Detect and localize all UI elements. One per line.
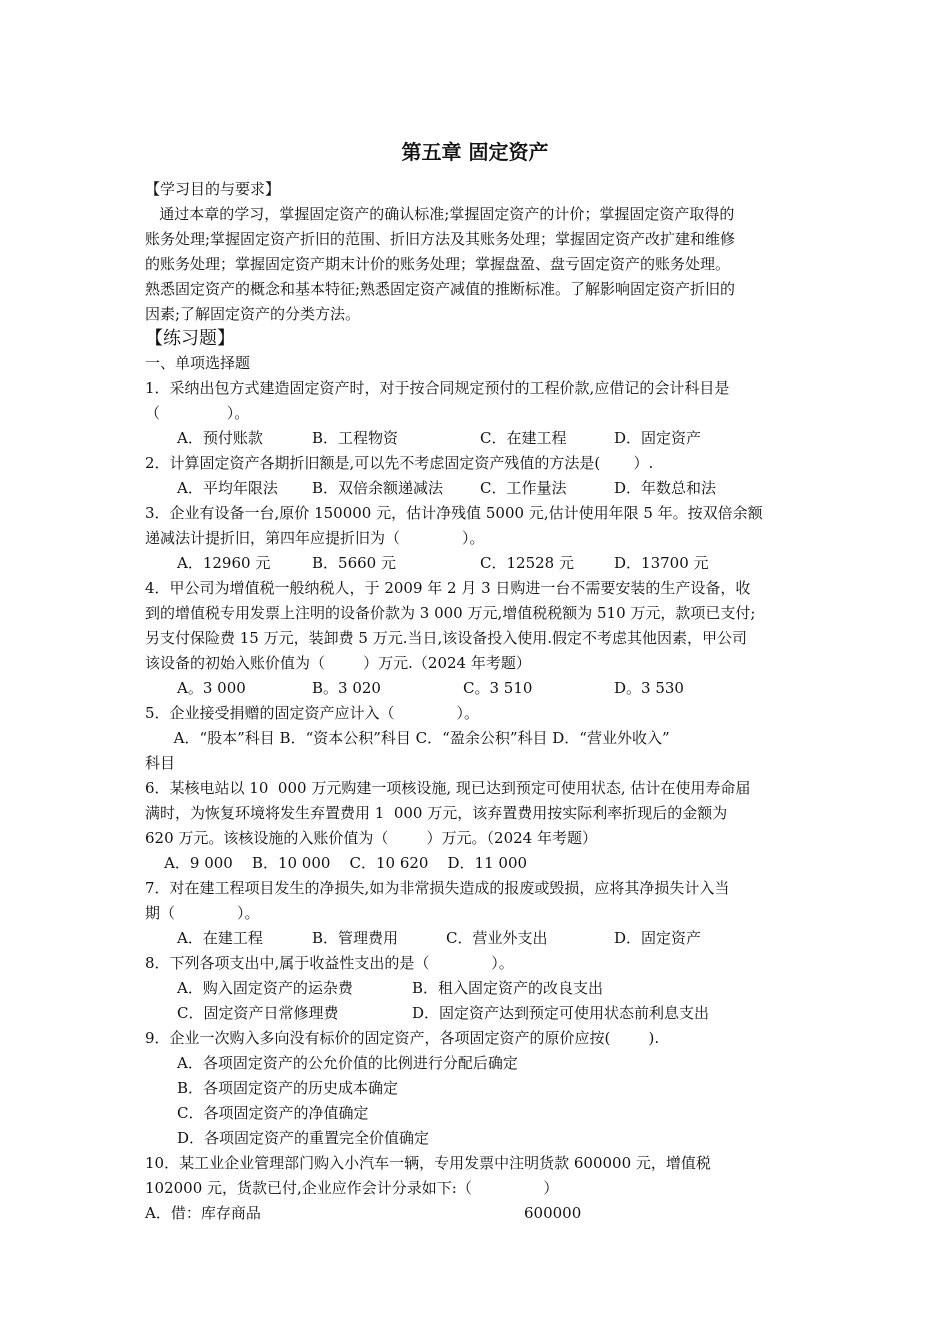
option: C．在建工程 [480,429,567,447]
option: A．购入固定资产的运杂费 [177,979,353,997]
question-line: 1．采纳出包方式建造固定资产时，对于按合同规定预付的工程价款,应借记的会计科目是 [145,379,730,397]
option: A。3 000 [177,679,246,697]
question-line: 8．下列各项支出中,属于收益性支出的是（ ）。 [145,954,514,972]
question-line: 该设备的初始入账价值为（ ）万元.（2024 年考题） [145,654,531,672]
question-line: 递减法计提折旧，第四年应提折旧为（ ）。 [145,529,485,547]
question-line: 到的增值税专用发票上注明的设备价款为 3 000 万元,增值税税额为 510 万元，款项已支付; [145,604,756,622]
option: B。3 020 [312,679,381,697]
question-line: 2．计算固定资产各期折旧额是,可以先不考虑固定资产残值的方法是( ）. [145,454,654,472]
objectives-heading: 【学习目的与要求】 [145,180,281,198]
question-line: 期（ ）。 [145,904,260,922]
option: B．工程物资 [312,429,399,447]
question-line: 102000 元，货款已付,企业应作会计分录如下:（ ） [145,1179,559,1197]
option: C．工作量法 [480,479,567,497]
question-line: 6．某核电站以 10 000 万元购建一项核设施, 现已达到预定可使用状态, 估计在使用寿命届 [145,779,751,797]
question-line: 满时，为恢复环境将发生弃置费用 1 000 万元，该弃置费用按实际利率折现后的金额为 [145,804,728,822]
option: D．年数总和法 [614,479,717,497]
exercises-heading: 【练习题】 [145,328,235,349]
option: D．13700 元 [614,554,709,572]
objectives-line: 通过本章的学习，掌握固定资产的确认标准;掌握固定资产的计价；掌握固定资产取得的 [145,205,735,223]
question-line: 科目 [145,754,176,772]
option: B．管理费用 [312,929,399,947]
option: A．各项固定资产的公允价值的比例进行分配后确定 [177,1054,518,1072]
option: D．各项固定资产的重置完全价值确定 [177,1129,430,1147]
objectives-line: 因素;了解固定资产的分类方法。 [145,305,361,323]
question-line: 另支付保险费 15 万元，装卸费 5 万元.当日,该设备投入使用.假定不考虑其他因素，甲公司 [145,629,748,647]
option: A．在建工程 [177,929,263,947]
option: C．12528 元 [480,554,574,572]
option: A．12960 元 [177,554,271,572]
question-line: A．9 000 B．10 000 C．10 620 D．11 000 [145,854,528,872]
option: D．固定资产达到预定可使用状态前利息支出 [412,1004,710,1022]
option: C。3 510 [463,679,533,697]
journal-entry-label: A．借：库存商品 [145,1204,261,1222]
section-heading: 一、单项选择题 [145,354,251,372]
option: B．双倍余额递减法 [312,479,444,497]
question-line: 4．甲公司为增值税一般纳税人，于 2009 年 2 月 3 日购进一台不需要安装的生产设备，收 [145,579,751,597]
question-line: 3．企业有设备一台,原价 150000 元，估计净残值 5000 元,估计使用年限 5 年。按双倍余额 [145,504,763,522]
option: C．营业外支出 [446,929,548,947]
question-line: 10．某工业企业管理部门购入小汽车一辆，专用发票中注明货款 600000 元，增值税 [145,1154,711,1172]
question-line: 5．企业接受捐赠的固定资产应计入（ ）。 [145,704,480,722]
objectives-line: 的账务处理；掌握固定资产期末计价的账务处理；掌握盘盈、盘亏固定资产的账务处理。 [145,255,731,273]
journal-entry-amount: 600000 [524,1204,582,1222]
question-line: 9．企业一次购入多向没有标价的固定资产，各项固定资产的原价应按( ). [145,1029,660,1047]
objectives-line: 熟悉固定资产的概念和基本特征;熟悉固定资产减值的推断标准。了解影响固定资产折旧的 [145,280,736,298]
option: C．固定资产日常修理费 [177,1004,339,1022]
option: A．预付账款 [177,429,263,447]
question-line: （ ）。 [145,404,250,422]
objectives-line: 账务处理;掌握固定资产折旧的范围、折旧方法及其账务处理；掌握固定资产改扩建和维修 [145,230,736,248]
question-line: 7．对在建工程项目发生的净损失,如为非常损失造成的报废或毁损，应将其净损失计入当 [145,879,730,897]
option: D．固定资产 [614,429,702,447]
option: B．各项固定资产的历史成本确定 [177,1079,399,1097]
option: A．平均年限法 [177,479,278,497]
option: B．5660 元 [312,554,396,572]
option: D．固定资产 [614,929,702,947]
option: D。3 530 [614,679,684,697]
option: C．各项固定资产的净值确定 [177,1104,369,1122]
option: B．租入固定资产的改良支出 [412,979,604,997]
question-line: A．“股本”科目 B．“资本公积”科目 C．“盈余公积”科目 D．“营业外收入” [145,729,670,747]
question-line: 620 万元。该核设施的入账价值为（ ）万元。（2024 年考题） [145,829,597,847]
chapter-title: 第五章 固定资产 [401,140,549,164]
